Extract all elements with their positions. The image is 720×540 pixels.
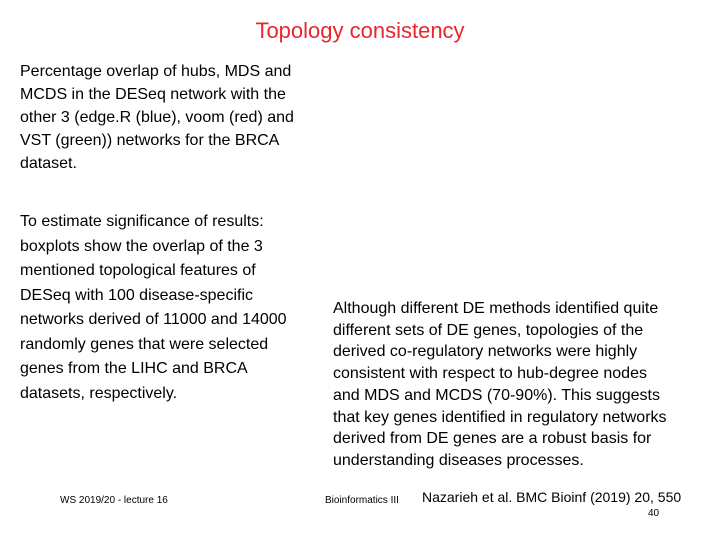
citation-text: Nazarieh et al. BMC Bioinf (2019) 20, 550	[422, 489, 682, 505]
slide-title: Topology consistency	[255, 18, 465, 43]
significance-description-text: To estimate significance of results: boxplots show the overlap of the 3 mentioned topological features of DESeq with 100 disease-specific networks derived of 11000 and 14000 randomly genes that were selected genes from the LIHC and BRCA datasets, respectively.	[20, 213, 287, 402]
footer-course-label: Bioinformatics III	[325, 495, 399, 506]
footer-lecture-label: WS 2019/20 - lecture 16	[60, 495, 168, 506]
conclusion-text: Although different DE methods identified quite different sets of DE genes, topologies of the derived co-regulatory networks were highly consistent with respect to hub-degree nodes and MDS and MCDS (70-90%). This suggests that key genes identified in regulatory networks derived from DE genes are a robust basis for understanding diseases processes.	[333, 300, 667, 469]
overlap-description-text: Percentage overlap of hubs, MDS and MCDS in the DESeq network with the other 3 (edge.R (blue), voom (red) and VST (green)) networks for the BRCA dataset.	[20, 63, 294, 172]
page-number: 40	[648, 508, 660, 519]
